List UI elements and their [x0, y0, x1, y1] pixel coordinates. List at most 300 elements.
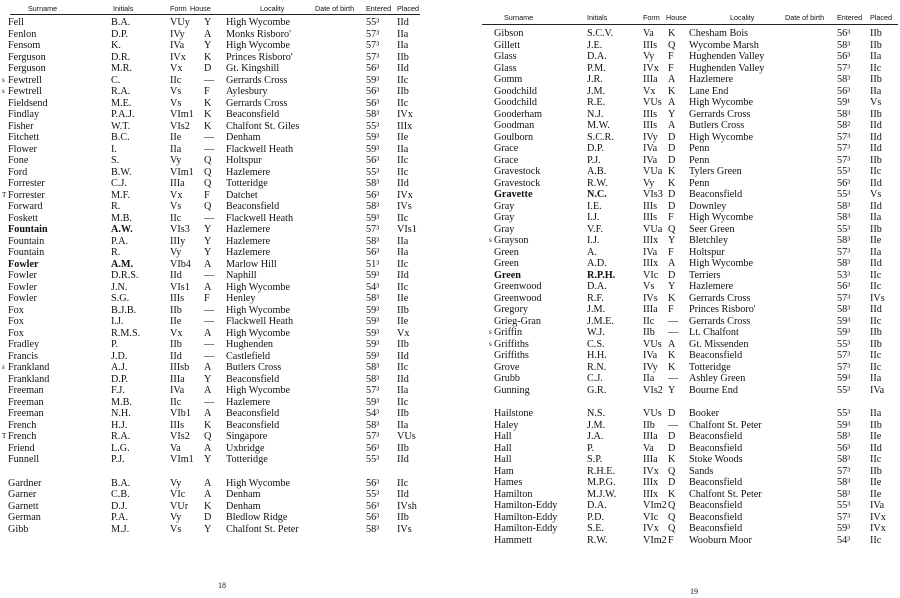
cell-entered: 57³	[366, 224, 380, 235]
cell-house: Y	[204, 17, 212, 28]
cell-initials: J.R.	[587, 74, 603, 85]
cell-surname: Gray	[494, 223, 515, 235]
cell-entered: 55³	[837, 166, 851, 177]
cell-placed: Vs	[870, 97, 882, 108]
cell-placed: IIc	[870, 315, 882, 327]
table-row	[462, 293, 900, 305]
cell-surname: Flower	[8, 143, 37, 155]
cell-initials: A.	[587, 246, 597, 258]
cell-surname: German	[8, 512, 41, 523]
cell-entered: 59³	[366, 327, 380, 339]
table-row	[0, 478, 440, 490]
cell-initials: S.C.V.	[587, 28, 614, 39]
cell-placed: IIb	[397, 86, 409, 97]
cell-placed: VIs1	[397, 224, 417, 235]
cell-locality: Beaconsfield	[226, 201, 280, 212]
cell-house: K	[204, 500, 212, 512]
cell-placed: IId	[870, 200, 882, 212]
cell-house: Y	[204, 523, 212, 535]
cell-locality: High Wycombe	[689, 131, 753, 143]
cell-placed: IIa	[870, 85, 882, 97]
cell-surname: Fox	[8, 316, 24, 327]
table-row	[462, 97, 900, 109]
table-row	[462, 166, 900, 178]
cell-entered: 55³	[366, 166, 380, 178]
cell-initials: A.W.	[111, 224, 133, 235]
cell-surname: Haley	[494, 419, 519, 431]
cell-surname: Gravestock	[494, 166, 541, 177]
cell-form: VUa	[643, 166, 663, 177]
cell-house: F	[668, 534, 674, 546]
cell-locality: Gerrards Cross	[226, 74, 288, 86]
cell-house: F	[204, 86, 210, 97]
cell-initials: S.C.R.	[587, 131, 614, 143]
cell-initials: M.J.W.	[587, 488, 617, 500]
cell-entered: 56³	[837, 28, 851, 39]
cell-form: Va	[643, 28, 654, 39]
table-row	[0, 167, 440, 179]
cell-locality: Gerrards Cross	[226, 97, 288, 109]
cell-house: Q	[204, 178, 212, 189]
cell-surname: Gunning	[494, 384, 530, 396]
cell-placed: IIe	[397, 316, 409, 327]
cell-placed: IIb	[870, 223, 882, 235]
table-row	[0, 213, 440, 225]
cell-initials: P.	[587, 442, 595, 454]
cell-placed: IVx	[870, 511, 886, 523]
cell-form: VIc	[643, 511, 659, 523]
cell-locality: Penn	[689, 143, 710, 154]
cell-placed: IIb	[397, 512, 409, 523]
cell-entered: 58³	[366, 293, 380, 304]
cell-initials: I.J.	[111, 316, 124, 327]
cell-house: K	[204, 120, 212, 132]
cell-form: VUs	[643, 408, 662, 419]
cell-house: A	[204, 385, 212, 396]
cell-locality: Chalfont St. Peter	[689, 488, 762, 500]
cell-initials: R.N.	[587, 361, 607, 373]
cell-locality: Lane End	[689, 85, 729, 97]
cell-initials: D.A.	[587, 500, 607, 511]
cell-surname: Grace	[494, 143, 519, 154]
right-page	[462, 0, 900, 598]
cell-form: IIc	[643, 315, 655, 327]
cell-initials: R.P.H.	[587, 269, 616, 281]
table-row	[462, 408, 900, 420]
page-number: 18	[218, 581, 226, 590]
cell-house: Y	[668, 235, 676, 246]
cell-placed: IIa	[397, 247, 409, 258]
cell-form: IId	[170, 350, 182, 362]
cell-initials: M.J.	[111, 523, 130, 535]
cell-house: F	[668, 304, 674, 315]
cell-initials: C.J.	[111, 178, 127, 189]
cell-surname: Gibb	[8, 523, 29, 535]
cell-surname: Goulborn	[494, 131, 534, 143]
cell-surname: Fox	[8, 304, 24, 316]
cell-locality: Sands	[689, 465, 714, 477]
cell-locality: Hughenden Valley	[689, 62, 765, 74]
table-row	[462, 466, 900, 478]
cell-entered: 59³	[366, 212, 380, 224]
cell-surname: Fountain	[8, 224, 48, 235]
cell-placed: IIb	[870, 108, 882, 120]
cell-placed: IId	[397, 454, 409, 465]
cell-house: Y	[204, 40, 212, 51]
cell-locality: Hazlemere	[689, 281, 734, 292]
cell-locality: Bourne End	[689, 384, 738, 396]
cell-locality: Bletchley	[689, 235, 729, 246]
cell-placed: IIa	[397, 235, 409, 247]
cell-form: IIIs	[643, 120, 658, 131]
cell-locality: Marlow Hill	[226, 258, 277, 270]
cell-house: —	[668, 373, 679, 384]
cell-pre: s	[2, 75, 5, 84]
cell-surname: Hailstone	[494, 408, 534, 419]
cell-initials: J.M.E.	[587, 315, 614, 327]
cell-house: Y	[668, 384, 676, 396]
cell-entered: 57³	[366, 51, 380, 63]
table-row	[0, 63, 440, 75]
cell-form: Vx	[170, 63, 183, 74]
cell-initials: R.E.	[587, 97, 606, 108]
cell-placed: IIc	[870, 361, 882, 373]
cell-form: IIIs	[643, 212, 658, 223]
cell-form: VIs3	[170, 224, 190, 235]
cell-initials: S.P.	[587, 454, 603, 465]
cell-entered: 56³	[837, 442, 851, 454]
cell-initials: D.A.	[587, 281, 607, 292]
table-row	[462, 63, 900, 75]
cell-form: IVx	[643, 62, 659, 74]
table-row	[462, 224, 900, 236]
table-row	[462, 443, 900, 455]
cell-entered: 58³	[837, 200, 851, 212]
cell-house: —	[668, 327, 679, 338]
header-rule	[10, 14, 420, 15]
cell-placed: IIa	[870, 408, 882, 419]
cell-surname: Gooderham	[494, 108, 543, 120]
cell-initials: N.C.	[587, 189, 607, 200]
cell-form: IIIa	[170, 178, 185, 189]
cell-house: A	[204, 442, 212, 454]
cell-pre: T	[2, 190, 7, 199]
cell-house: D	[668, 131, 676, 143]
cell-entered: 59³	[837, 327, 851, 338]
cell-placed: IIa	[870, 373, 882, 384]
cell-house: D	[668, 442, 676, 454]
table-row	[0, 524, 440, 536]
cell-house: D	[668, 269, 676, 281]
cell-placed: IIc	[397, 258, 409, 270]
cell-entered: 56³	[366, 477, 380, 489]
cell-form: VUs	[643, 338, 662, 350]
cell-house: Q	[668, 500, 676, 511]
cell-initials: M.W.	[587, 120, 610, 131]
cell-placed: IIc	[870, 454, 882, 465]
cell-form: IIa	[170, 143, 182, 155]
cell-form: VIc	[643, 269, 659, 281]
cell-locality: Beaconsfield	[689, 431, 743, 442]
cell-placed: IIa	[397, 143, 409, 155]
cell-locality: Hazlemere	[226, 396, 271, 408]
cell-form: IIIs	[643, 39, 658, 51]
cell-house: —	[204, 74, 215, 86]
cell-entered: 58³	[837, 108, 851, 120]
header-form: Form	[643, 13, 660, 22]
cell-placed: IId	[397, 350, 409, 362]
table-row	[0, 155, 440, 167]
cell-house: A	[204, 489, 212, 500]
table-row	[0, 29, 440, 41]
cell-entered: 58³	[837, 304, 851, 315]
cell-surname: Griffin	[494, 327, 523, 338]
cell-entered: 55³	[837, 338, 851, 350]
cell-locality: Downley	[689, 200, 727, 212]
cell-locality: Ashley Green	[689, 373, 746, 384]
header-dob: Date of birth	[315, 4, 355, 13]
cell-form: IIIa	[643, 74, 658, 85]
cell-surname: Gardner	[8, 477, 42, 489]
cell-surname: Grieg-Gran	[494, 315, 541, 327]
cell-placed: IId	[397, 63, 409, 74]
cell-form: Vs	[643, 281, 655, 292]
cell-entered: 56³	[366, 500, 380, 512]
cell-initials: A.J.	[111, 362, 128, 373]
table-row	[0, 351, 440, 363]
cell-locality: Penn	[689, 177, 710, 189]
cell-surname: Ferguson	[8, 51, 46, 63]
cell-house: —	[204, 143, 215, 155]
cell-entered: 58³	[837, 74, 851, 85]
cell-form: IIb	[643, 327, 655, 338]
cell-locality: Holtspur	[226, 155, 262, 166]
table-row	[0, 201, 440, 213]
cell-initials: M.P.G.	[587, 477, 616, 488]
table-row	[0, 316, 440, 328]
header-entered: Entered	[366, 4, 392, 13]
cell-placed: IIc	[397, 74, 409, 86]
cell-entered: 56³	[837, 51, 851, 62]
cell-surname: Gravette	[494, 189, 533, 200]
cell-initials: M.R.	[111, 63, 132, 74]
cell-initials: F.J.	[111, 385, 125, 396]
cell-form: IIc	[170, 212, 182, 224]
cell-initials: N.H.	[111, 408, 131, 419]
cell-initials: J.M.	[587, 85, 606, 97]
cell-locality: Beaconsfield	[226, 419, 280, 431]
cell-entered: 58³	[837, 454, 851, 465]
table-row	[0, 293, 440, 305]
cell-entered: 59³	[366, 270, 380, 281]
cell-form: VUy	[170, 17, 190, 28]
page-number: 19	[690, 587, 698, 596]
cell-form: VIs3	[643, 189, 663, 200]
cell-surname: Gravestock	[494, 177, 541, 189]
cell-house: A	[204, 258, 212, 270]
cell-form: Vx	[643, 85, 656, 97]
cell-initials: D.R.S.	[111, 270, 139, 281]
cell-entered: 57³	[837, 131, 851, 143]
cell-surname: Forrester	[8, 178, 45, 189]
header-form: Form	[170, 4, 187, 13]
table-row	[0, 259, 440, 271]
cell-entered: 58³	[366, 419, 380, 431]
cell-surname: Grayson	[494, 235, 529, 246]
cell-initials: B.A.	[111, 477, 131, 489]
cell-initials: P.J.	[111, 454, 125, 465]
cell-house: K	[204, 419, 212, 431]
cell-surname: Hamilton-Eddy	[494, 511, 558, 523]
cell-initials: P.J.	[587, 154, 601, 166]
cell-placed: IVs	[870, 292, 885, 304]
cell-locality: Beaconsfield	[689, 442, 743, 454]
cell-surname: Fieldsend	[8, 97, 48, 109]
cell-entered: 55³	[366, 454, 380, 465]
cell-surname: Glass	[494, 62, 517, 74]
table-row	[0, 132, 440, 144]
table-row	[0, 190, 440, 202]
cell-initials: G.R.	[587, 384, 607, 396]
cell-form: VUr	[170, 500, 189, 512]
cell-initials: C.J.	[587, 373, 603, 384]
cell-initials: M.B.	[111, 396, 132, 408]
cell-surname: Foskett	[8, 212, 39, 224]
table-row	[462, 143, 900, 155]
cell-initials: H.H.	[587, 350, 607, 361]
cell-house: K	[204, 97, 212, 109]
cell-surname: Green	[494, 269, 521, 281]
cell-surname: Hall	[494, 431, 512, 442]
cell-house: K	[668, 454, 676, 465]
table-row	[462, 155, 900, 167]
cell-house: —	[204, 396, 215, 408]
cell-house: —	[668, 315, 679, 327]
table-row	[0, 454, 440, 466]
table-row	[462, 535, 900, 547]
cell-placed: IIc	[397, 97, 409, 109]
table-row	[0, 144, 440, 156]
cell-form: IIIs	[170, 419, 185, 431]
cell-house: K	[668, 488, 676, 500]
cell-form: Vx	[170, 189, 183, 201]
cell-form: IVx	[170, 51, 186, 63]
cell-entered: 57³	[837, 465, 851, 477]
table-row	[462, 132, 900, 144]
cell-initials: R.H.E.	[587, 465, 616, 477]
cell-placed: IId	[870, 143, 882, 154]
cell-surname: Green	[494, 246, 519, 258]
cell-entered: 58³	[366, 523, 380, 535]
cell-form: Va	[643, 442, 654, 454]
cell-initials: S.E.	[587, 523, 604, 534]
cell-form: IVy	[643, 131, 658, 143]
cell-house: Q	[204, 166, 212, 178]
cell-placed: IIa	[870, 51, 882, 62]
cell-entered: 53³	[837, 269, 851, 281]
table-row	[0, 397, 440, 409]
cell-form: IIe	[170, 132, 182, 143]
cell-initials: P.	[111, 339, 119, 350]
table-row	[462, 489, 900, 501]
cell-surname: Friend	[8, 442, 35, 454]
cell-surname: Fewtrell	[8, 86, 42, 97]
cell-placed: IIc	[870, 269, 882, 281]
cell-placed: IVa	[870, 500, 885, 511]
cell-form: VIb4	[170, 258, 191, 270]
cell-house: A	[204, 28, 212, 40]
cell-entered: 54³	[366, 281, 380, 293]
cell-form: IIIx	[643, 488, 659, 500]
cell-locality: High Wycombe	[226, 327, 290, 339]
cell-locality: Gerrards Cross	[689, 108, 751, 120]
cell-form: VIs2	[643, 384, 663, 396]
cell-locality: High Wycombe	[689, 97, 753, 108]
cell-surname: Freeman	[8, 385, 44, 396]
cell-surname: Grove	[494, 361, 520, 373]
cell-locality: High Wycombe	[689, 258, 753, 269]
cell-form: VUa	[643, 223, 663, 235]
cell-house: —	[668, 419, 679, 431]
cell-initials: D.P.	[111, 373, 128, 385]
cell-locality: Totteridge	[226, 454, 268, 465]
cell-entered: 58²	[837, 120, 851, 131]
cell-initials: N.J.	[587, 108, 604, 120]
cell-entered: 51³	[366, 258, 380, 270]
cell-surname: Gomm	[494, 74, 523, 85]
cell-surname: Forrester	[8, 189, 45, 201]
cell-surname: Frankland	[8, 373, 50, 385]
cell-pre: s	[2, 363, 5, 371]
cell-house: D	[668, 200, 676, 212]
cell-locality: Beaconsfield	[689, 350, 743, 361]
table-row	[462, 189, 900, 201]
table-row	[462, 28, 900, 40]
cell-surname: Gibson	[494, 28, 524, 39]
cell-locality: High Wycombe	[226, 281, 290, 293]
cell-locality: Hazlemere	[226, 166, 271, 178]
cell-initials: J.D.	[111, 350, 128, 362]
cell-locality: Beaconsfield	[226, 373, 280, 385]
cell-placed: IIb	[397, 408, 409, 419]
cell-form: IIIa	[170, 373, 185, 385]
cell-surname: Freeman	[8, 396, 44, 408]
table-row	[0, 121, 440, 133]
cell-initials: C.	[111, 74, 121, 86]
cell-initials: M.E.	[111, 97, 132, 109]
cell-form: VUs	[643, 97, 662, 108]
cell-locality: Gerrards Cross	[689, 292, 751, 304]
cell-entered: 56³	[837, 281, 851, 292]
cell-entered: 55³	[366, 489, 380, 500]
cell-form: Vy	[170, 247, 182, 258]
cell-locality: Henley	[226, 293, 256, 304]
cell-locality: Chalfont St. Peter	[689, 419, 762, 431]
cell-locality: Denham	[226, 500, 261, 512]
cell-locality: Beaconsfield	[689, 500, 743, 511]
cell-surname: French	[8, 431, 37, 442]
cell-surname: Goodman	[494, 120, 535, 131]
cell-placed: IIb	[397, 304, 409, 316]
cell-pre: s	[2, 87, 5, 95]
cell-form: IVy	[643, 361, 658, 373]
table-row	[0, 420, 440, 432]
cell-placed: IId	[397, 17, 409, 28]
cell-initials: R.W.	[587, 534, 608, 546]
cell-house: Q	[204, 431, 212, 442]
table-row	[0, 236, 440, 248]
cell-initials: A.M.	[111, 258, 134, 270]
